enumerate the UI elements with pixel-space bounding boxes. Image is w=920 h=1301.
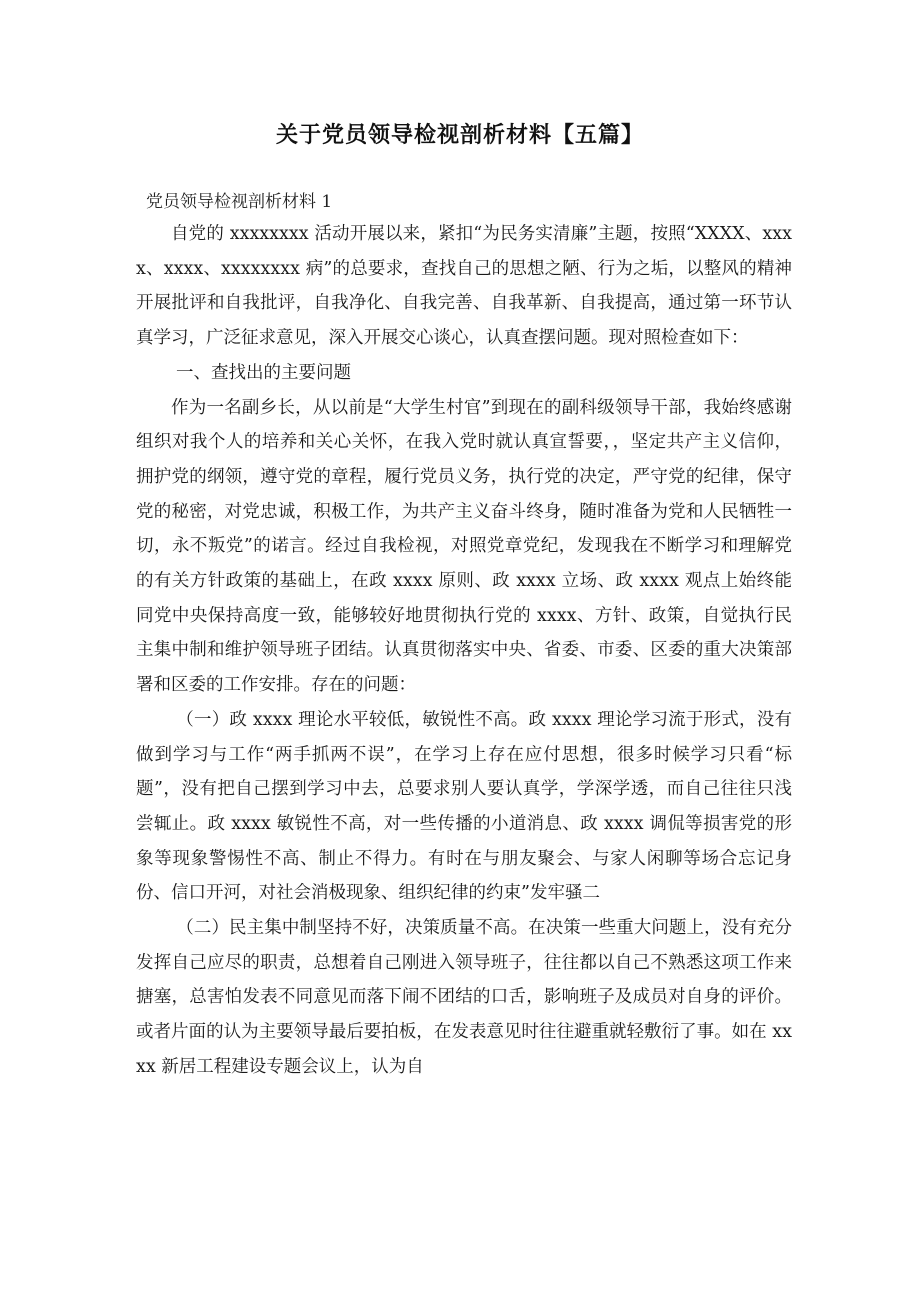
paragraph-intro: 自党的 xxxxxxxx 活动开展以来，紧扣“为民务实清廉”主题，按照“XXXX、xxxx、xxxx、xxxxxxxx 病”的总要求，查找自己的思想之陋、行为之垢，以整风的精神开展批评和自我批评，自我净化、自我完善、自我革新、自我提高，通过第一环节认真学习，广泛征求意见，深入开展交心谈心，认真查摆问题。现对照检查如下： [136, 224, 792, 349]
paragraph-problem-2: （二）民主集中制坚持不好，决策质量不高。在决策一些重大问题上，没有充分发挥自己应尽的职责，总想着自己刚进入领导班子，往往都以自己不熟悉这项工作来搪塞，总害怕发表不同意见而落下闹不团结的口舌，影响班子及成员对自身的评价。或者片面的认为主要领导最后要拍板，在发表意见时往往避重就轻敷衍了事。如在 xxxx 新居工程建设专题会议上，认为自 [136, 918, 792, 1077]
document-subtitle: 党员领导检视剖析材料 1 [146, 192, 333, 212]
section-heading: 一、查找出的主要问题 [176, 362, 351, 383]
document-body [136, 217, 792, 1085]
document-title: 关于党员领导检视剖析材料【五篇】 [275, 123, 644, 148]
paragraph-problem-1: （一）政 xxxx 理论水平较低，敏锐性不高。政 xxxx 理论学习流于形式，没有做到学习与工作“两手抓两不误”，在学习上存在应付思想，很多时候学习只看“标题”，没有把自己摆到学习中去，总要求别人要认真学，学深学透，而自己往往只浅尝辄止。政 xxxx 敏锐性不高，对一些传播的小道消息、政 xxxx 调侃等损害党的形象等现象警惕性不高、制止不得力。有时在与朋友聚会、与家人闲聊等场合忘记身份、信口开河，对社会消极现象、组织纪律的约束”发牢骚二 [136, 709, 792, 904]
paragraph-background: 作为一名副乡长，从以前是“大学生村官”到现在的副科级领导干部，我始终感谢组织对我个人的培养和关心关怀，在我入党时就认真宣誓要，，坚定共产主义信仰，拥护党的纲领，遵守党的章程，履行党员义务，执行党的决定，严守党的纪律，保守党的秘密，对党忠诚，积极工作，为共产主义奋斗终身，随时准备为党和人民牺牲一切，永不叛党”的诺言。经过自我检视，对照党章党纪，发现我在不断学习和理解党的有关方针政策的基础上，在政 xxxx 原则、政 xxxx 立场、政 xxxx 观点上始终能同党中央保持高度一致，能够较好地贯彻执行党的 xxxx、方针、政策，自觉执行民主集中制和维护领导班子团结。认真贯彻落实中央、省委、市委、区委的重大决策部署和区委的工作安排。存在的问题： [136, 397, 792, 696]
